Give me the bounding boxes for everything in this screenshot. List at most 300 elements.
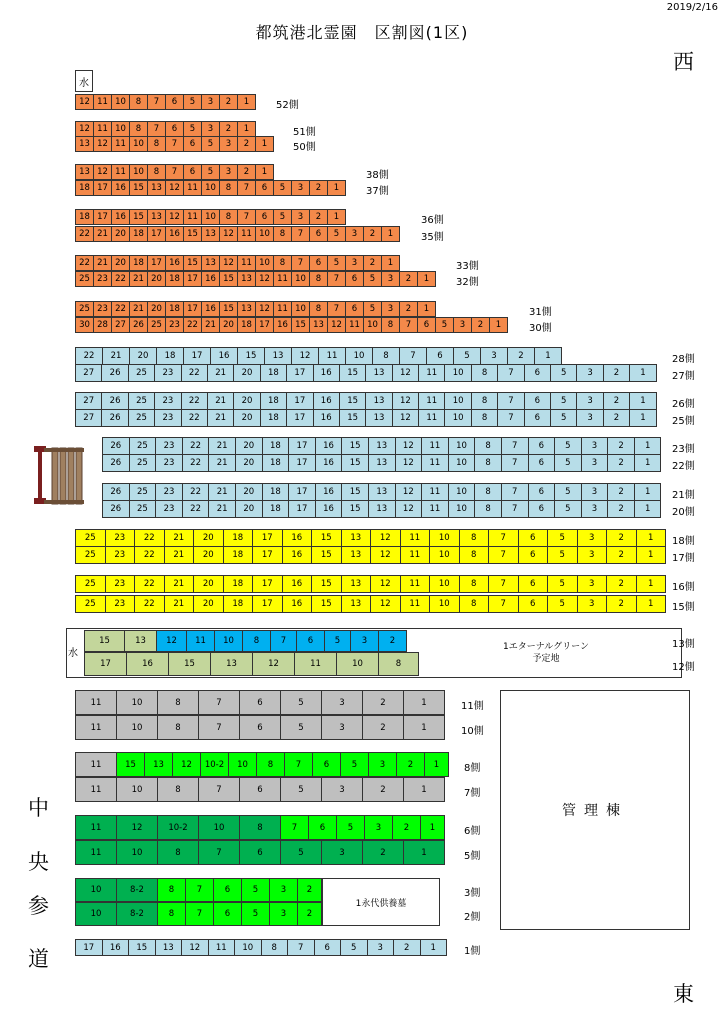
plot-cell: 1 (636, 595, 667, 613)
plot-cell: 12 (395, 483, 423, 501)
plot-cell: 16 (201, 271, 220, 287)
plot-cell: 16 (313, 409, 340, 427)
plot-cell: 7 (198, 690, 240, 715)
plot-cell: 6 (239, 690, 281, 715)
plot-cell: 5 (280, 777, 322, 802)
plot-cell: 7 (198, 715, 240, 740)
plot-cell: 22 (181, 409, 208, 427)
plot-cell: 11 (183, 180, 202, 196)
plot-cell: 7 (399, 317, 418, 333)
plot-cell: 22 (181, 392, 208, 410)
plot-cell: 2 (603, 392, 630, 410)
plot-cell: 13 (368, 454, 396, 472)
plot-cell: 5 (280, 715, 322, 740)
plot-cell: 5 (453, 347, 481, 365)
plot-cell: 12 (165, 209, 184, 225)
plot-cell: 11 (186, 630, 215, 652)
row-label: 5側 (464, 850, 481, 862)
plot-cell: 12 (370, 529, 401, 547)
plot-cell: 7 (497, 364, 524, 382)
plot-cell: 7 (284, 752, 313, 777)
plot-cell: 18 (223, 546, 254, 564)
plot-cell: 25 (128, 392, 155, 410)
plot-cell: 7 (237, 180, 256, 196)
plot-cell: 17 (252, 546, 283, 564)
plot-cell: 5 (340, 939, 368, 956)
plot-cell: 3 (321, 690, 363, 715)
plot-cell: 21 (208, 437, 236, 455)
plot-cell: 5 (363, 301, 382, 317)
plot-row (84, 652, 419, 676)
plot-cell: 21 (164, 575, 195, 593)
plot-cell: 2 (607, 454, 635, 472)
plot-cell: 1 (417, 301, 436, 317)
plot-cell: 13 (144, 752, 173, 777)
plot-row (75, 226, 400, 242)
plot-cell: 1 (255, 164, 274, 180)
plot-cell: 10 (429, 595, 460, 613)
plot-cell: 12 (156, 630, 187, 652)
plot-cell: 27 (75, 392, 102, 410)
plot-cell: 18 (262, 454, 290, 472)
plot-cell: 6 (213, 878, 242, 902)
plot-cell: 23 (93, 271, 112, 287)
plot-cell: 8 (273, 226, 292, 242)
plot-cell: 25 (75, 595, 106, 613)
plot-cell: 7 (497, 392, 524, 410)
plot-cell: 15 (219, 271, 238, 287)
plot-cell: 1 (420, 939, 448, 956)
plot-cell: 2 (607, 437, 635, 455)
plot-cell: 3 (269, 878, 298, 902)
plot-cell: 25 (128, 409, 155, 427)
plot-cell: 18 (262, 437, 290, 455)
plot-cell: 15 (341, 437, 369, 455)
plot-cell: 11 (93, 121, 112, 137)
plot-cell: 11 (418, 392, 445, 410)
plot-cell: 8 (157, 902, 186, 926)
plot-cell: 5 (547, 595, 578, 613)
plot-cell: 15 (339, 364, 366, 382)
plot-cell: 15 (311, 575, 342, 593)
plot-cell: 22 (111, 271, 130, 287)
plot-cell: 5 (241, 902, 270, 926)
plot-cell: 7 (399, 347, 427, 365)
plot-cell: 1 (327, 209, 346, 225)
plot-cell: 25 (75, 546, 106, 564)
plot-cell: 25 (129, 500, 157, 518)
plot-cell: 18 (223, 575, 254, 593)
plot-cell: 17 (255, 317, 274, 333)
plot-cell: 1 (424, 752, 449, 777)
plot-cell: 23 (105, 575, 136, 593)
plot-cell: 18 (260, 364, 287, 382)
plot-cell: 17 (288, 483, 316, 501)
plot-cell: 16 (210, 347, 238, 365)
plot-cell: 10 (228, 752, 257, 777)
plot-cell: 6 (426, 347, 454, 365)
page-title: 都筑港北霊園 区割図(1区) (255, 23, 469, 42)
plot-row (75, 546, 666, 564)
plot-cell: 15 (311, 529, 342, 547)
plot-cell: 20 (235, 483, 263, 501)
plot-cell: 10 (363, 317, 382, 333)
plot-cell: 6 (183, 136, 202, 152)
plot-cell: 1 (403, 690, 445, 715)
plot-cell: 3 (576, 364, 603, 382)
plot-cell: 7 (165, 164, 184, 180)
eternal-green-sub: 予定地 (532, 654, 560, 664)
plot-row (75, 271, 436, 287)
plot-cell: 17 (183, 301, 202, 317)
plot-cell: 3 (321, 715, 363, 740)
plot-cell: 11 (237, 226, 256, 242)
plot-row (75, 164, 274, 180)
plot-cell: 2 (606, 546, 637, 564)
plot-cell: 2 (606, 595, 637, 613)
row-label: 30側 (529, 323, 552, 334)
plot-cell: 22 (182, 437, 210, 455)
plot-cell: 3 (364, 815, 393, 840)
row-label: 8側 (464, 762, 481, 774)
plot-row (102, 500, 661, 518)
plot-cell: 10 (345, 347, 373, 365)
plot-cell: 8 (157, 840, 199, 865)
plot-cell: 8-2 (116, 878, 158, 902)
plot-cell: 1 (634, 454, 662, 472)
plot-cell: 6 (213, 902, 242, 926)
plot-row (75, 752, 449, 777)
plot-row (75, 840, 445, 865)
plot-cell: 15 (116, 752, 145, 777)
plot-cell: 13 (264, 347, 292, 365)
plot-row (75, 136, 274, 152)
plot-cell: 5 (547, 529, 578, 547)
plot-cell: 5 (340, 752, 369, 777)
plot-cell: 3 (577, 529, 608, 547)
row-label: 33側 (456, 261, 479, 272)
plot-cell: 6 (308, 815, 337, 840)
plot-cell: 11 (237, 255, 256, 271)
plot-cell: 15 (339, 392, 366, 410)
plot-cell: 25 (75, 575, 106, 593)
plot-cell: 26 (101, 409, 128, 427)
plot-cell: 7 (198, 777, 240, 802)
plot-cell: 11 (75, 752, 117, 777)
plot-cell: 6 (528, 483, 556, 501)
plot-cell: 6 (183, 164, 202, 180)
plot-cell: 8 (239, 815, 281, 840)
plot-cell: 17 (147, 255, 166, 271)
plot-cell: 13 (368, 437, 396, 455)
plot-cell: 2 (606, 575, 637, 593)
plot-cell: 7 (147, 94, 166, 110)
plot-cell: 8 (157, 715, 199, 740)
row-label: 51側 (293, 127, 316, 138)
plot-row (75, 939, 447, 956)
plot-cell: 3 (381, 301, 400, 317)
plot-cell: 6 (296, 630, 325, 652)
plot-cell: 16 (282, 575, 313, 593)
plot-cell: 6 (312, 752, 341, 777)
plot-cell: 1 (417, 271, 436, 287)
row-label: 26側 (672, 399, 695, 410)
plot-cell: 1 (634, 483, 662, 501)
plot-cell: 13 (309, 317, 328, 333)
plot-cell: 3 (381, 271, 400, 287)
plot-cell: 5 (183, 94, 202, 110)
plot-cell: 7 (501, 483, 529, 501)
row-label: 22側 (672, 461, 695, 472)
plot-cell: 12 (219, 226, 238, 242)
plot-cell: 23 (154, 364, 181, 382)
plot-cell: 3 (576, 392, 603, 410)
plot-cell: 27 (75, 364, 102, 382)
plot-cell: 25 (129, 437, 157, 455)
plot-cell: 15 (237, 347, 265, 365)
plot-cell: 27 (75, 409, 102, 427)
plot-cell: 13 (365, 392, 392, 410)
plot-cell: 15 (168, 652, 211, 676)
plot-cell: 6 (309, 226, 328, 242)
plot-cell: 6 (528, 454, 556, 472)
plot-cell: 5 (554, 437, 582, 455)
plot-cell: 8 (459, 529, 490, 547)
row-label: 21側 (672, 490, 695, 501)
plot-cell: 18 (262, 500, 290, 518)
plot-cell: 16 (165, 226, 184, 242)
plot-cell: 6 (239, 715, 281, 740)
plot-cell: 5 (554, 483, 582, 501)
plot-cell: 10 (75, 902, 117, 926)
plot-cell: 8 (261, 939, 289, 956)
plot-row (75, 815, 445, 840)
plot-cell: 7 (185, 878, 214, 902)
plot-cell: 10-2 (157, 815, 199, 840)
plot-cell: 26 (101, 392, 128, 410)
plot-cell: 5 (550, 364, 577, 382)
plot-cell: 30 (75, 317, 94, 333)
plot-cell: 10 (129, 136, 148, 152)
plot-cell: 12 (181, 939, 209, 956)
plot-cell: 23 (93, 301, 112, 317)
plot-cell: 6 (518, 529, 549, 547)
plot-cell: 22 (134, 575, 165, 593)
plot-cell: 5 (336, 815, 365, 840)
plot-cell: 11 (345, 317, 364, 333)
plot-row (75, 180, 346, 196)
management-building: 管理棟 (500, 690, 690, 930)
plot-cell: 20 (193, 575, 224, 593)
plot-cell: 11 (183, 209, 202, 225)
plot-cell: 10 (429, 529, 460, 547)
plot-cell: 1 (629, 392, 656, 410)
plot-cell: 20 (193, 595, 224, 613)
plot-cell: 8 (474, 437, 502, 455)
plot-cell: 23 (155, 454, 183, 472)
row-label: 31側 (529, 307, 552, 318)
plot-cell: 2 (362, 840, 404, 865)
plot-cell: 16 (282, 529, 313, 547)
plot-cell: 10 (444, 409, 471, 427)
plot-row (75, 529, 666, 547)
central-path-char-4: 道 (28, 947, 49, 971)
plot-cell: 16 (273, 317, 292, 333)
row-label: 13側 (672, 639, 695, 650)
plot-cell: 3 (345, 255, 364, 271)
plot-cell: 5 (201, 164, 220, 180)
plot-cell: 3 (201, 94, 220, 110)
plot-cell: 6 (518, 575, 549, 593)
plot-cell: 11 (111, 164, 130, 180)
plot-cell: 12 (392, 392, 419, 410)
plot-cell: 11 (294, 652, 337, 676)
plot-cell: 7 (291, 226, 310, 242)
plot-cell: 7 (327, 301, 346, 317)
plot-cell: 17 (147, 226, 166, 242)
plot-cell: 16 (282, 546, 313, 564)
plot-cell: 17 (286, 409, 313, 427)
plot-cell: 6 (417, 317, 436, 333)
plot-cell: 15 (311, 546, 342, 564)
plot-cell: 10 (116, 690, 158, 715)
plot-cell: 23 (155, 483, 183, 501)
row-label: 6側 (464, 825, 481, 837)
plot-cell: 10 (111, 94, 130, 110)
plot-row (75, 878, 322, 902)
plot-row (102, 483, 661, 501)
plot-cell: 28 (93, 317, 112, 333)
plot-cell: 2 (237, 164, 256, 180)
plot-cell: 2 (362, 690, 404, 715)
plot-cell: 12 (370, 575, 401, 593)
plot-cell: 2 (393, 939, 421, 956)
plot-cell: 2 (606, 529, 637, 547)
plot-cell: 7 (185, 902, 214, 926)
plot-cell: 13 (210, 652, 253, 676)
plot-cell: 1 (255, 136, 274, 152)
plot-cell: 7 (488, 575, 519, 593)
plot-cell: 17 (84, 652, 127, 676)
plot-cell: 8 (378, 652, 419, 676)
plot-cell: 16 (201, 301, 220, 317)
plot-cell: 6 (309, 255, 328, 271)
plot-cell: 22 (182, 483, 210, 501)
water-station-13: 水 (68, 648, 78, 659)
plot-cell: 21 (93, 226, 112, 242)
plot-cell: 2 (219, 94, 238, 110)
plot-cell: 21 (208, 500, 236, 518)
plot-cell: 18 (75, 180, 94, 196)
plot-cell: 23 (154, 409, 181, 427)
plot-cell: 8 (129, 94, 148, 110)
plot-cell: 3 (576, 409, 603, 427)
plot-cell: 3 (581, 483, 609, 501)
plot-cell: 10 (116, 715, 158, 740)
plot-cell: 22 (183, 317, 202, 333)
plot-cell: 12 (392, 409, 419, 427)
plot-cell: 5 (550, 409, 577, 427)
plot-cell: 12 (395, 500, 423, 518)
plot-cell: 12 (291, 347, 319, 365)
plot-cell: 13 (75, 136, 94, 152)
plot-cell: 6 (165, 121, 184, 137)
plot-row (75, 347, 562, 365)
row-label: 52側 (276, 100, 299, 111)
plot-cell: 7 (147, 121, 166, 137)
plot-row (75, 94, 256, 110)
plot-cell: 10 (448, 437, 476, 455)
plot-cell: 17 (75, 939, 103, 956)
eternal-green-label: 1エターナルグリーン (503, 642, 589, 652)
plot-cell: 12 (252, 652, 295, 676)
plot-cell: 12 (116, 815, 158, 840)
plot-cell: 20 (233, 409, 260, 427)
plot-cell: 10 (116, 840, 158, 865)
row-label: 3側 (464, 888, 481, 899)
plot-cell: 21 (201, 317, 220, 333)
plot-cell: 26 (101, 364, 128, 382)
plot-cell: 8 (309, 301, 328, 317)
plot-cell: 23 (155, 437, 183, 455)
eitai-kuyo-tomb: 1永代供養墓 (322, 878, 440, 926)
plot-cell: 23 (105, 529, 136, 547)
plot-cell: 16 (111, 180, 130, 196)
plot-cell: 5 (547, 575, 578, 593)
plot-cell: 18 (223, 595, 254, 613)
row-label: 16側 (672, 582, 695, 593)
plot-cell: 11 (273, 301, 292, 317)
plot-cell: 12 (75, 121, 94, 137)
plot-cell: 18 (165, 301, 184, 317)
plot-cell: 2 (507, 347, 535, 365)
plot-cell: 25 (75, 301, 94, 317)
plot-cell: 3 (367, 939, 395, 956)
plot-cell: 13 (237, 301, 256, 317)
plot-cell: 17 (183, 347, 211, 365)
plot-cell: 10 (444, 392, 471, 410)
plot-cell: 11 (421, 500, 449, 518)
plot-cell: 10 (448, 483, 476, 501)
plot-cell: 13 (341, 575, 372, 593)
plot-cell: 12 (255, 271, 274, 287)
plot-cell: 8 (474, 454, 502, 472)
central-path-char-3: 参 (28, 894, 49, 918)
eternal-green-area (412, 630, 680, 676)
plot-cell: 3 (219, 136, 238, 152)
plot-cell: 13 (147, 180, 166, 196)
plot-cell: 12 (93, 164, 112, 180)
plot-cell: 2 (399, 301, 418, 317)
plot-cell: 8 (474, 500, 502, 518)
plot-cell: 2 (607, 500, 635, 518)
plot-cell: 13 (75, 164, 94, 180)
plot-cell: 5 (183, 121, 202, 137)
plot-cell: 12 (370, 595, 401, 613)
plot-cell: 10 (255, 226, 274, 242)
plot-cell: 5 (435, 317, 454, 333)
plot-cell: 22 (111, 301, 130, 317)
plot-cell: 11 (418, 409, 445, 427)
plot-cell: 15 (341, 500, 369, 518)
plot-cell: 21 (129, 271, 148, 287)
plot-cell: 16 (313, 364, 340, 382)
plot-cell: 8 (129, 121, 148, 137)
plot-cell: 21 (208, 483, 236, 501)
plot-cell: 18 (260, 392, 287, 410)
plot-cell: 17 (288, 454, 316, 472)
plot-cell: 17 (288, 437, 316, 455)
